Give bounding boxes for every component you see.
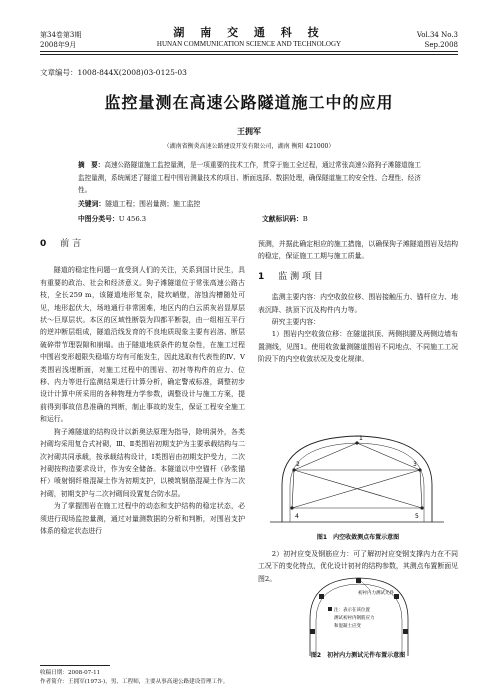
paragraph: 1）围岩内空收敛位移：在隧道拱顶、两侧拱腰及两侧边墙布置测线，见图1。使用收敛量测隧道围岩不同地点、不同施工工况阶段下的内空收敛状况及变化规律。	[258, 330, 458, 364]
paragraph: 2）初衬应变及钢筋应力：可了解初衬应变钢支撑内力在不同工况下的变化特点，优化设计初衬的结构参数，其测点布置断面见图2。	[258, 550, 458, 583]
footnote-rule	[40, 665, 110, 666]
keywords-label: 关键词：	[78, 200, 106, 208]
point-label: 4	[295, 513, 299, 520]
clc-number	[78, 213, 146, 223]
sensor-marker	[310, 629, 315, 634]
date-en: Sep.2008	[424, 41, 458, 49]
tunnel-lining	[290, 443, 424, 522]
paragraph: 为了掌握围岩在施工过程中的动态和支护结构的稳定状态，必须进行现场监控量测，通过对量测数据的分析和判断，对围岩支护体系的稳定状态进行	[40, 502, 245, 535]
measure-point	[290, 506, 293, 509]
paragraph: 研究主要内容：	[271, 318, 321, 327]
author: 王拥军	[237, 126, 261, 136]
sensor-marker	[403, 629, 408, 634]
journal-volume-en-block	[417, 30, 458, 50]
figure-2-caption: 图2 初衬内力测试元件布置示意图	[310, 652, 406, 659]
measure-line	[420, 470, 422, 508]
paper-title: 监控量测在高速公路隧道施工中的应用	[104, 93, 394, 112]
section-number: 1	[258, 271, 265, 282]
right-column	[258, 238, 458, 366]
header-rule	[40, 51, 458, 52]
header-rule-thin	[40, 54, 458, 55]
point-label: 2	[296, 461, 300, 468]
tunnel-outline	[282, 436, 432, 522]
clc-text: U 456.3	[118, 215, 147, 223]
abstract-text: 高速公路隧道施工监控量测，是一项重要的技术工作，贯穿于施工全过程，通过常张高速公路狗子滩隧道施工监控量测，系统阐述了隧道工程中围岩测量技术的项目、断面选择、数据处理，确保隧道施工的安全性、合理性、经济性。	[78, 161, 421, 194]
legend-text: 注：表示在该位置	[334, 608, 370, 613]
point-label: 3	[413, 461, 417, 468]
journal-title-en: HUNAN COMMUNICATION SCIENCE AND TECHNOLOGY	[156, 40, 342, 48]
paragraph: 预测，并据此确定相应的施工措施，以确保狗子滩隧道围岩及结构的稳定，保证施工工期与施工质量。	[258, 240, 458, 261]
abstract-label: 摘 要：	[78, 161, 105, 169]
journal-title-cn: 湖 南 交 通 科 技	[173, 26, 325, 39]
figure-1-caption: 图1 内空收敛测点布置示意图	[316, 534, 400, 541]
legend-text: 和混凝土应变	[334, 624, 361, 629]
leader-line	[361, 581, 370, 590]
section-title: 前 言	[60, 239, 82, 249]
doc-code-text: B	[302, 215, 308, 223]
document-code	[262, 213, 308, 223]
footnote	[40, 669, 228, 687]
doc-code-label: 文献标识码：	[262, 215, 303, 223]
measure-line	[292, 470, 420, 508]
sensor-marker	[319, 594, 324, 599]
section-heading-1	[258, 271, 458, 283]
keywords-text: 隧道工程；围岩量测；施工监控	[105, 200, 201, 208]
abstract	[78, 159, 423, 197]
volume-cn: 第34卷第3期	[40, 31, 82, 39]
section-heading-0	[40, 238, 245, 250]
legend-text: 测试初衬内钢筋应力	[334, 616, 375, 621]
sensor-marker	[394, 594, 399, 599]
section-title: 监 测 项 目	[278, 271, 323, 282]
keywords	[78, 198, 200, 208]
left-column	[40, 238, 245, 537]
paragraph: 狗子滩隧道的结构设计以新奥法原理为指导，除明洞外，各类衬砌均采用复合式衬砌，Ⅲ、Ⅱ类围岩初期支护为主要承载结构与二次衬砌共同承载，按承载结构设计，Ⅰ类围岩由初期支护受力，二次衬砌按构造要求设计，作为安全储备。本隧道以中空锚杆（砂浆锚杆）喷射钢纤维混凝土作为初期支护，以模筑钢筋混凝土作为二次衬砌，初期支护与二次衬砌间设置复合防水层。	[40, 427, 245, 498]
paragraph: 监测主要内容：内空收敛位移、围岩接触压力、锚杆应力、地表沉降、拱顶下沉及构件内力等。	[258, 293, 458, 314]
sensor-label: 初衬内力测试元件	[358, 591, 394, 596]
sensor-marker	[356, 578, 361, 583]
measure-line	[292, 470, 294, 508]
section-number: 0	[40, 239, 47, 249]
author-bio: 作者简介：王拥军(1973-)，男，工程师，主要从事高速公路建设管理工作。	[40, 679, 229, 685]
point-label: 5	[415, 513, 419, 520]
volume-en: Vol.34 No.3	[416, 31, 458, 39]
point-label: 1	[359, 435, 363, 442]
received-date: 收稿日期：2008-07-11	[40, 670, 101, 676]
measure-point	[420, 506, 423, 509]
legend-marker	[328, 607, 332, 611]
paragraph: 隧道的稳定性问题一直受到人们的关注，关系到国计民生，具有重要的政治、社会和经济意义。狗子滩隧道位于常张高速公路古枝，全长259 m，该隧道地形复杂，陡坎峭壁，溶蚀沟槽随处可见，地形起伏大，场地通行非常困难，地区内的白云质灰岩显厚层状～巨厚层状。本区的区域性断裂为四都平断裂，由一组相互平行的逆冲断层组成，隧道沿线发育的不良地质现象主要有岩溶、断层破碎带节理裂隙和崩塌。由于隧道地质条件的复杂性，在施工过程中围岩变形超限失稳塌方均有可能发生，因此选取有代表性的Ⅳ、Ⅴ类围岩浅埋断面，对施工过程中的围岩、初衬等构件的应力、位移、内力等进行监测结果进行计算分析，确定警戒标准，调整初步设计计算中所采用的各种物理力学参数，调整设计与施工方案，提前得到事故信息准确的判断，制止事故的发生，保证工程安全施工和运行。	[40, 266, 245, 424]
measure-line	[294, 470, 422, 508]
article-number: 文章编号：1008-844X(2008)03-0125-03	[40, 68, 187, 77]
measure-point	[292, 468, 295, 471]
date-cn: 2008年9月	[40, 41, 77, 49]
affiliation: （湖南省衡炎高速公路建设开发有限公司，湖南 衡阳 421000）	[163, 143, 335, 150]
figure-1-convergence-diagram	[262, 430, 452, 525]
measure-point	[418, 468, 421, 471]
clc-label: 中图分类号：	[78, 215, 119, 223]
figure-2-sensor-diagram	[304, 574, 414, 659]
